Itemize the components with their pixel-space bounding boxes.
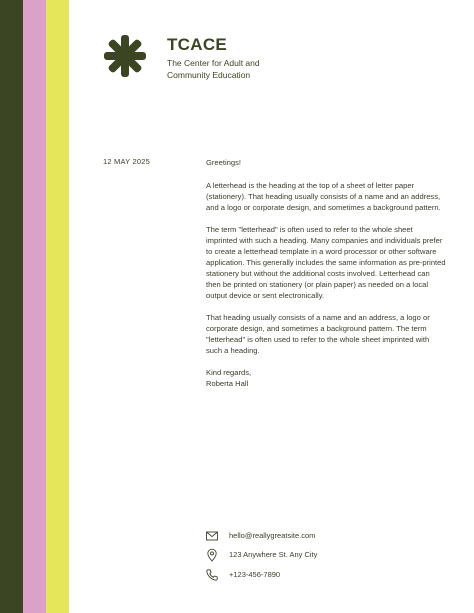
letter-signature: Roberta Hall [206,379,249,388]
email-text[interactable]: hello@reallygreatsite.com [229,531,316,540]
phone-icon [205,568,219,582]
letter-date: 12 MAY 2025 [103,157,150,166]
phone-text[interactable]: +123-456-7890 [229,570,281,579]
address-text: 123 Anywhere St. Any City [229,550,318,559]
envelope-icon [205,529,219,543]
stripe-pink [23,0,46,613]
contact-address [205,548,425,562]
stripe-dark [0,0,23,613]
flower-gear-icon [103,34,147,78]
letter-paragraph: A letterhead is the heading at the top of a sheet of letter paper (stationery). That heading usually consists of a name and an address, and a logo or corporate design, and sometimes a background pattern. [206,181,441,212]
letter-paragraph: The term "letterhead" is often used to refer to the whole sheet imprinted with such a heading. Many companies and individuals prefer to create a letterhead template in a word processor or other software application. This generally includes the same information as pre-printed stationery but without the additional costs involved. Letterhead can then be printed on stationery (or plain paper) as needed on a local output device or sent electronically. [206,225,446,300]
letter-paragraph: That heading usually consists of a name and an address, a logo or corporate design, and sometimes a background pattern. The term "letterhead" is often used to refer to the whole sheet imprinted with such a heading. [206,313,430,355]
organization-subtitle: The Center for Adult and Community Education [167,58,260,80]
letter-greeting: Greetings! [206,158,242,167]
contact-email [205,529,425,543]
stripe-yellow [46,0,69,613]
location-pin-icon [205,548,219,562]
letter-closing: Kind regards, [206,368,252,377]
letter-body [206,157,446,389]
contact-phone [205,568,425,582]
organization-name: TCACE [167,35,228,54]
